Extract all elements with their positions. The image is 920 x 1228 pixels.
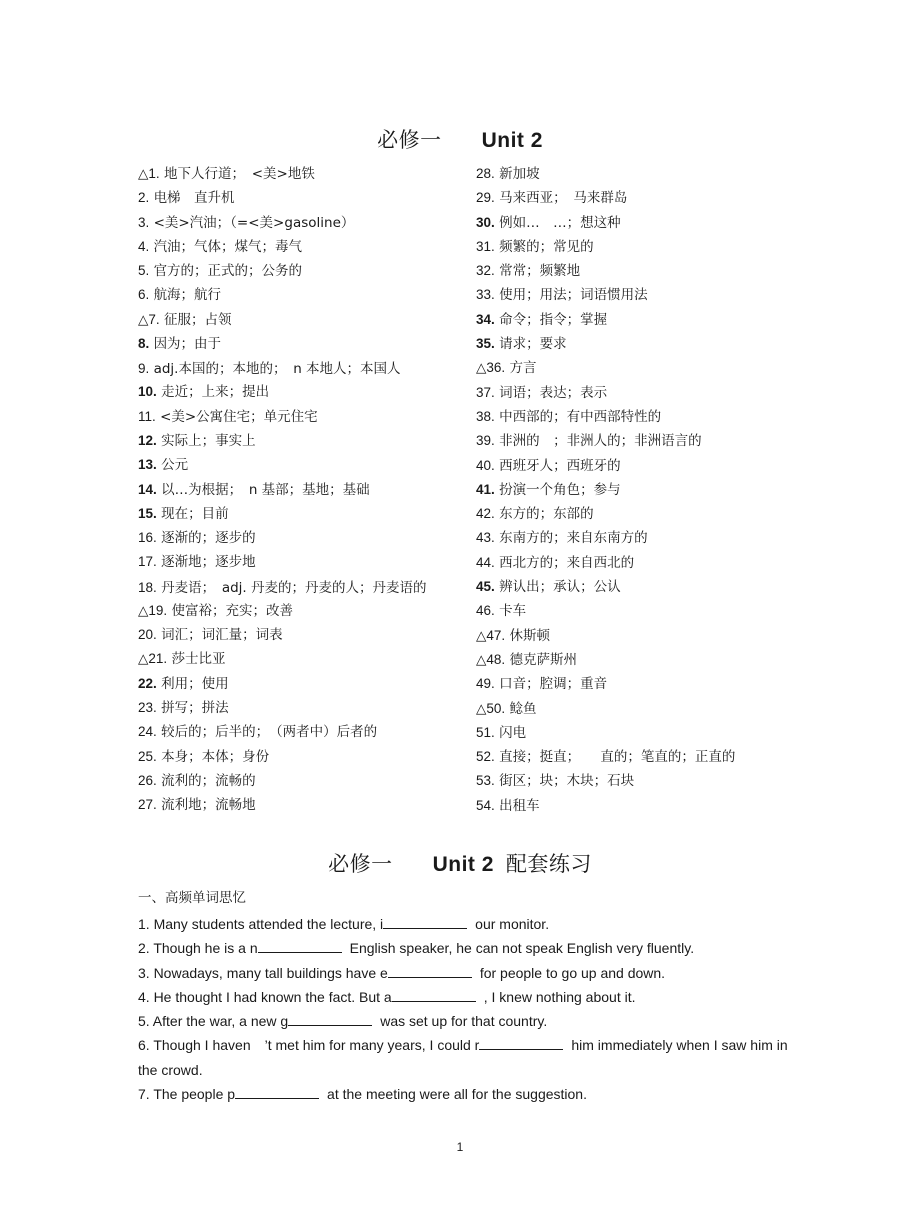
- vocab-item: [138, 405, 438, 429]
- vocab-meaning: 汽油；气体；煤气；毒气: [153, 238, 303, 255]
- question: [138, 912, 788, 936]
- vocab-meaning: 官方的；正式的；公务的: [153, 263, 303, 280]
- vocab-meaning: 西北方的；来自西北的: [499, 554, 635, 571]
- vocab-item: [138, 599, 438, 623]
- vocab-item: [476, 672, 796, 696]
- vocab-number: 49.: [476, 676, 495, 692]
- vocab-number: 35.: [476, 336, 495, 352]
- vocab-item: [476, 745, 796, 769]
- question-text: 2. Though he is a n: [138, 940, 258, 957]
- vocab-number: 52.: [476, 749, 495, 765]
- vocab-item: [138, 162, 438, 186]
- vocab-number: 17.: [138, 554, 157, 570]
- vocab-number: 22.: [138, 675, 157, 691]
- vocab-meaning: 命令；指令；掌握: [499, 311, 608, 328]
- vocab-meaning: <美>汽油；（=<美>gasoline）: [153, 214, 355, 231]
- vocab-list-left: [138, 162, 438, 817]
- question-text: our monitor.: [475, 916, 550, 932]
- vocab-item: [476, 648, 796, 672]
- vocab-item: [476, 429, 796, 453]
- vocab-item: [476, 308, 796, 332]
- vocab-meaning: 使富裕；充实；改善: [171, 602, 293, 619]
- question-text: , I knew nothing about it.: [483, 988, 636, 1005]
- vocab-item: [138, 211, 438, 235]
- vocab-number: 51.: [476, 724, 495, 740]
- vocab-number: 32.: [476, 263, 495, 279]
- question-text: 3. Nowadays, many tall buildings have e: [138, 964, 388, 981]
- vocab-meaning: 街区；块；木块；石块: [499, 773, 635, 790]
- vocab-meaning: 方言: [509, 360, 537, 377]
- vocab-item: [476, 599, 796, 623]
- vocab-number: 5.: [138, 263, 150, 279]
- answer-blank[interactable]: [392, 987, 476, 1002]
- vocab-meaning: 闪电: [499, 724, 527, 741]
- vocab-item: [138, 283, 438, 307]
- vocab-number: 3.: [138, 214, 150, 230]
- vocab-item: [476, 162, 796, 186]
- vocab-meaning: 丹麦语； adj. 丹麦的；丹麦的人；丹麦语的: [161, 579, 427, 596]
- vocab-meaning: 公元: [161, 457, 189, 474]
- vocab-number: 15.: [138, 505, 157, 521]
- vocab-meaning: 因为；由于: [153, 336, 222, 353]
- vocab-meaning: <美>公寓住宅；单元住宅: [160, 408, 318, 425]
- vocab-item: [138, 720, 438, 744]
- vocab-item: [476, 332, 796, 356]
- question-text: 4. He thought I had known the fact. But a: [138, 988, 392, 1005]
- question-text: 6. Though I haven ’t met him for many years, I could r: [138, 1037, 480, 1054]
- question: [138, 961, 788, 985]
- vocab-item: [138, 259, 438, 283]
- question-text: at the meeting were all for the suggestion.: [327, 1086, 587, 1103]
- vocab-meaning: 休斯顿: [509, 627, 550, 644]
- vocab-meaning: 本身；本体；身份: [161, 748, 270, 765]
- vocab-meaning: 地下人行道； <美>地铁: [163, 166, 315, 182]
- exercise-section: [138, 886, 788, 1106]
- vocab-meaning: 东南方的；来自东南方的: [499, 530, 648, 547]
- vocab-number: 25.: [138, 748, 157, 764]
- vocab-meaning: 现在；目前: [161, 505, 229, 522]
- question: [138, 936, 788, 960]
- title-main: 必修一: [328, 852, 393, 876]
- vocab-number: 31.: [476, 238, 495, 254]
- vocab-item: [138, 550, 438, 574]
- vocab-item: [138, 672, 438, 696]
- vocab-number: 24.: [138, 724, 157, 740]
- vocab-meaning: 东方的；东部的: [499, 506, 594, 523]
- vocab-meaning: 德克萨斯州: [509, 651, 577, 668]
- vocab-number: 11.: [138, 408, 156, 424]
- vocab-item: [138, 696, 438, 720]
- vocab-number: 9.: [138, 361, 150, 377]
- answer-blank[interactable]: [288, 1011, 372, 1026]
- vocab-item: [476, 502, 796, 526]
- vocab-number: 27.: [138, 797, 157, 813]
- vocab-item: [476, 235, 796, 259]
- vocab-number: 40.: [476, 457, 495, 473]
- vocab-number: 44.: [476, 554, 495, 570]
- vocab-number: △19.: [138, 602, 168, 618]
- vocab-meaning: 西班牙人；西班牙的: [499, 457, 621, 474]
- answer-blank[interactable]: [383, 914, 467, 929]
- vocab-item: [138, 502, 438, 526]
- answer-blank[interactable]: [235, 1084, 319, 1099]
- vocab-item: [476, 186, 796, 210]
- question-text: English speaker, he can not speak English very fluently.: [349, 940, 695, 957]
- vocab-meaning: 实际上；事实上: [161, 432, 256, 449]
- vocab-number: 33.: [476, 287, 495, 303]
- vocab-number: 23.: [138, 699, 157, 715]
- vocab-meaning: 辨认出；承认；公认: [499, 579, 621, 596]
- vocab-number: 37.: [476, 384, 495, 400]
- vocab-number: 6.: [138, 287, 150, 303]
- vocab-list-right: [476, 162, 796, 818]
- question-text: 5. After the war, a new g: [138, 1013, 289, 1030]
- vocab-item: [138, 623, 438, 647]
- vocab-meaning: 莎士比亚: [171, 651, 226, 668]
- vocab-number: 18.: [138, 579, 157, 595]
- vocab-meaning: 流利地；流畅地: [161, 797, 256, 814]
- vocab-meaning: 流利的；流畅的: [161, 772, 256, 789]
- question-text: 1. Many students attended the lecture, i: [138, 916, 384, 932]
- question: [138, 1009, 788, 1033]
- vocab-item: [138, 526, 438, 550]
- vocab-item: [476, 259, 796, 283]
- vocab-item: [476, 454, 796, 478]
- vocab-item: [476, 721, 796, 745]
- vocab-number: 10.: [138, 384, 157, 400]
- vocab-number: 12.: [138, 432, 157, 448]
- vocab-meaning: adj.本国的；本地的； n 本地人；本国人: [153, 361, 401, 378]
- vocab-item: [138, 356, 438, 380]
- vocab-item: [476, 283, 796, 307]
- vocab-item: [138, 745, 438, 769]
- vocab-item: [138, 235, 438, 259]
- vocab-item: [476, 526, 796, 550]
- vocab-number: 54.: [476, 797, 495, 813]
- vocab-meaning: 使用；用法；词语惯用法: [499, 287, 648, 304]
- vocab-number: △36.: [476, 360, 506, 376]
- vocab-item: [138, 186, 438, 210]
- question: [138, 985, 788, 1009]
- vocab-meaning: 例如… …；想这种: [499, 214, 621, 231]
- vocab-item: [138, 429, 438, 453]
- vocab-meaning: 口音；腔调；重音: [499, 676, 608, 693]
- vocab-number: 14.: [138, 481, 157, 497]
- vocab-number: 28.: [476, 166, 495, 181]
- title-main: 必修一: [377, 128, 442, 152]
- vocab-meaning: 电梯 直升机: [153, 190, 235, 207]
- vocab-meaning: 逐渐地；逐步地: [161, 554, 256, 571]
- exercise-title: [0, 848, 920, 878]
- vocab-meaning: 卡车: [499, 603, 527, 620]
- vocab-item: [476, 697, 796, 721]
- vocab-number: 42.: [476, 506, 495, 522]
- question-text: for people to go up and down.: [479, 964, 666, 981]
- vocab-meaning: 常常；频繁地: [499, 263, 581, 280]
- vocab-number: 20.: [138, 627, 157, 643]
- vocab-meaning: 走近；上来；提出: [161, 384, 270, 401]
- vocab-number: 38.: [476, 408, 495, 424]
- vocab-number: 4.: [138, 238, 150, 254]
- vocab-meaning: 直接；挺直； 直的；笔直的；正直的: [499, 749, 736, 766]
- question-text: 7. The people p: [138, 1086, 236, 1103]
- vocab-number: 16.: [138, 530, 157, 546]
- vocab-meaning: 逐渐的；逐步的: [161, 530, 256, 547]
- vocab-item: [476, 769, 796, 793]
- vocab-number: 8.: [138, 336, 150, 352]
- vocab-meaning: 词语；表达；表示: [499, 384, 608, 401]
- section-heading: 一、高频单词思忆: [138, 890, 246, 906]
- vocab-meaning: 利用；使用: [161, 675, 229, 692]
- vocab-meaning: 词汇；词汇量；词表: [161, 627, 283, 644]
- vocab-item: [476, 551, 796, 575]
- vocab-item: [476, 211, 796, 235]
- answer-blank[interactable]: [479, 1035, 563, 1050]
- vocab-item: [138, 308, 438, 332]
- page-title: [0, 124, 920, 154]
- vocab-meaning: 较后的；后半的； （两者中）后者的: [161, 724, 378, 741]
- question: [138, 1033, 788, 1082]
- vocab-meaning: 中西部的；有中西部特性的: [499, 408, 662, 425]
- vocab-item: [476, 575, 796, 599]
- vocab-number: △48.: [476, 651, 506, 667]
- question-list: [138, 912, 788, 1106]
- question-text: him immediately when I saw him in the crowd.: [138, 1037, 788, 1078]
- vocab-item: [138, 575, 438, 599]
- vocab-item: [138, 453, 438, 477]
- vocab-number: △7.: [138, 311, 160, 327]
- vocab-number: 26.: [138, 772, 157, 788]
- vocab-number: 39.: [476, 433, 495, 449]
- vocab-meaning: 请求；要求: [499, 336, 567, 353]
- vocab-meaning: 非洲的 ；非洲人的；非洲语言的: [499, 433, 702, 450]
- vocab-number: △47.: [476, 627, 506, 643]
- vocab-meaning: 拼写；拼法: [161, 699, 229, 716]
- vocab-meaning: 出租车: [499, 797, 540, 814]
- vocab-number: 13.: [138, 457, 157, 473]
- vocab-number: 43.: [476, 530, 495, 546]
- title-unit: Unit 2: [432, 853, 494, 876]
- vocab-item: [138, 478, 438, 502]
- title-subtitle: 配套练习: [505, 852, 592, 876]
- vocab-item: [138, 793, 438, 817]
- vocab-number: △21.: [138, 651, 168, 667]
- vocab-meaning: 征服；占领: [163, 311, 232, 328]
- vocab-item: [476, 381, 796, 405]
- answer-blank[interactable]: [258, 938, 342, 953]
- title-unit: Unit 2: [481, 129, 543, 152]
- vocab-number: 34.: [476, 311, 495, 327]
- vocab-number: 46.: [476, 603, 495, 619]
- vocab-item: [476, 405, 796, 429]
- vocab-meaning: 马来西亚； 马来群岛: [499, 190, 628, 207]
- vocab-meaning: 新加坡: [499, 166, 540, 182]
- vocab-number: 29.: [476, 190, 495, 206]
- vocab-number: 30.: [476, 214, 495, 230]
- vocab-meaning: 以…为根据； n 基部；基地；基础: [161, 481, 370, 498]
- vocab-item: [476, 356, 796, 380]
- vocab-meaning: 航海；航行: [153, 287, 222, 304]
- vocab-item: [476, 478, 796, 502]
- vocab-number: 53.: [476, 773, 495, 789]
- vocab-item: [138, 647, 438, 671]
- vocab-number: 2.: [138, 190, 150, 206]
- answer-blank[interactable]: [388, 963, 472, 978]
- vocab-meaning: 鲶鱼: [509, 700, 537, 717]
- vocab-meaning: 扮演一个角色；参与: [499, 481, 621, 498]
- question-text: was set up for that country.: [380, 1013, 548, 1030]
- vocab-item: [138, 332, 438, 356]
- vocab-number: 41.: [476, 481, 495, 497]
- vocab-number: △50.: [476, 700, 506, 716]
- vocab-item: [138, 769, 438, 793]
- question: [138, 1082, 788, 1106]
- vocab-number: △1.: [138, 166, 160, 181]
- vocab-item: [476, 794, 796, 818]
- vocab-item: [476, 624, 796, 648]
- page-number: 1: [456, 1140, 464, 1154]
- vocab-number: 45.: [476, 579, 495, 595]
- vocab-item: [138, 380, 438, 404]
- vocab-meaning: 频繁的；常见的: [499, 238, 594, 255]
